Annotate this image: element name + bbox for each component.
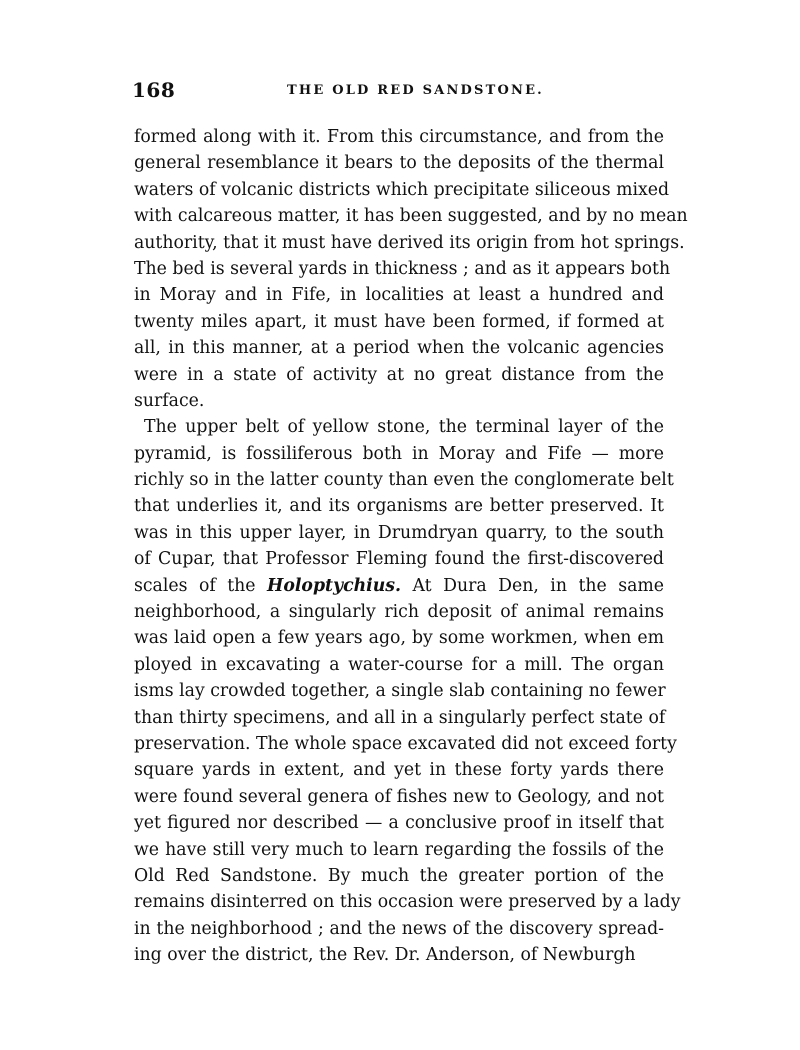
text-line: of Cupar, that Professor Fleming found the first-discovered	[134, 549, 664, 570]
page-header	[132, 78, 662, 108]
text-line: all, in this manner, at a period when the volcanic agencies	[134, 338, 664, 359]
text-line: ing over the district, the Rev. Dr. Anderson, of Newburgh	[134, 945, 636, 966]
text-line: yet figured nor described — a conclusive proof in itself that	[134, 813, 664, 834]
text-line: we have still very much to learn regarding the fossils of the	[134, 839, 664, 860]
text-line: was in this upper layer, in Drumdryan quarry, to the south	[134, 522, 664, 543]
page-number: 168	[132, 78, 176, 102]
text-segment: At Dura Den, in the same	[401, 575, 665, 596]
text-line: pyramid, is fossiliferous both in Moray and Fife — more	[134, 443, 664, 464]
text-line: The bed is several yards in thickness ; and as it appears both	[134, 258, 671, 279]
running-title: THE OLD RED SANDSTONE.	[287, 83, 544, 98]
text-line: Old Red Sandstone. By much the greater portion of the	[134, 865, 664, 886]
text-line: were in a state of activity at no great distance from the	[134, 364, 664, 385]
text-line: that underlies it, and its organisms are better preserved. It	[134, 496, 664, 517]
italic-term: Holoptychius.	[267, 575, 402, 596]
text-line: neighborhood, a singularly rich deposit of animal remains	[134, 602, 664, 623]
text-line: richly so in the latter county than even the conglomerate belt	[134, 470, 674, 491]
text-line: The upper belt of yellow stone, the terminal layer of the	[144, 417, 664, 438]
text-line: than thirty specimens, and all in a singularly perfect state of	[134, 707, 666, 728]
text-line: preservation. The whole space excavated did not exceed forty	[134, 733, 677, 754]
body-text	[134, 124, 688, 969]
text-line: in Moray and in Fife, in localities at least a hundred and	[134, 285, 664, 306]
text-line: waters of volcanic districts which precipitate siliceous mixed	[134, 179, 670, 200]
text-line: were found several genera of fishes new to Geology, and not	[134, 786, 664, 807]
text-line: general resemblance it bears to the deposits of the thermal	[134, 153, 664, 174]
text-segment: scales of the	[134, 575, 268, 596]
text-line: ployed in excavating a water-course for a mill. The organ	[134, 654, 664, 675]
text-line: surface.	[134, 390, 205, 411]
text-line: twenty miles apart, it must have been formed, if formed at	[134, 311, 664, 332]
text-line: with calcareous matter, it has been suggested, and by no mean	[134, 206, 688, 227]
text-line: square yards in extent, and yet in these forty yards there	[134, 760, 664, 781]
text-line: formed along with it. From this circumstance, and from the	[134, 127, 664, 147]
text-line: remains disinterred on this occasion were preserved by a lady	[134, 892, 681, 913]
text-line: was laid open a few years ago, by some workmen, when em	[134, 628, 664, 649]
text-line: in the neighborhood ; and the news of the discovery spread-	[134, 918, 664, 939]
text-line-holoptychius	[134, 573, 664, 599]
text-line: isms lay crowded together, a single slab containing no fewer	[134, 681, 666, 702]
text-line: authority, that it must have derived its origin from hot springs.	[134, 232, 685, 253]
